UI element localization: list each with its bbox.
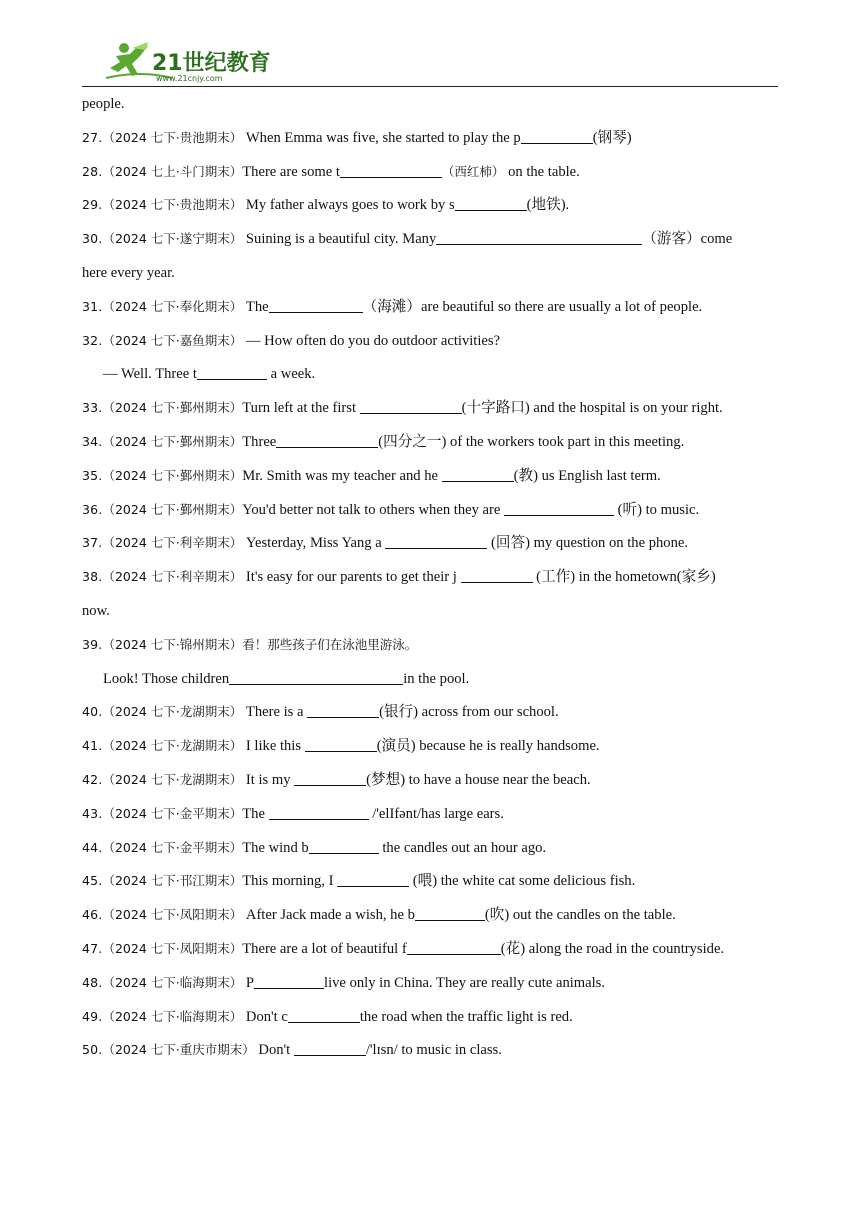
- question-source: （2024 七下·邗江期末）: [102, 873, 243, 889]
- question-33: [82, 395, 782, 429]
- question-text: Three: [242, 433, 277, 450]
- intro-line: people.: [82, 96, 125, 112]
- answer-blank[interactable]: [288, 1007, 360, 1023]
- question-text-after: (教) us English last term.: [513, 467, 661, 484]
- question-number: 50.: [82, 1042, 103, 1058]
- question-number: 36.: [82, 501, 103, 517]
- site-logo: [102, 40, 272, 84]
- question-29: [82, 192, 782, 226]
- question-text-after: live only in China. They are really cute animals.: [324, 974, 606, 991]
- question-source: （2024 七下·利辛期末）: [102, 569, 243, 585]
- question-39: [82, 632, 782, 666]
- question-number: 40.: [82, 704, 103, 720]
- question-number: 32.: [82, 332, 103, 348]
- question-number: 33.: [82, 400, 103, 416]
- question-text: The wind b: [242, 839, 309, 856]
- question-text-after: (花) along the road in the countryside.: [500, 940, 725, 957]
- question-text: It is my: [245, 771, 295, 788]
- question-text-after: (听) to music.: [614, 501, 700, 518]
- answer-blank[interactable]: [360, 398, 462, 414]
- question-source: （2024 七下·锦州期末）: [102, 636, 243, 652]
- answer-prefix: Look! Those children: [103, 670, 230, 687]
- question-text: There are a lot of beautiful f: [242, 940, 407, 957]
- question-text-after: （西红柿）: [441, 163, 505, 179]
- answer-blank[interactable]: [504, 500, 614, 516]
- question-text-after: （游客）come: [642, 231, 733, 248]
- question-source: （2024 七下·遂宁期末）: [102, 231, 243, 247]
- question-36: [82, 497, 782, 531]
- question-text-after: /'elIfənt/has large ears.: [368, 805, 504, 822]
- question-number: 34.: [82, 433, 103, 449]
- question-text-after: (银行) across from our school.: [379, 704, 559, 721]
- question-48: [82, 970, 782, 1004]
- question-text: The: [242, 805, 269, 822]
- question-text-after: /'lɪsn/ to music in class.: [365, 1042, 502, 1059]
- question-text: 看！那些孩子们在泳池里游泳。: [242, 636, 418, 652]
- question-number: 29.: [82, 197, 103, 213]
- answer-blank[interactable]: [269, 804, 369, 820]
- question-source: （2024 七下·临海期末）: [102, 1008, 243, 1024]
- question-text: P: [245, 974, 255, 991]
- question-number: 49.: [82, 1008, 103, 1024]
- question-number: 42.: [82, 771, 103, 787]
- question-text: There are some t: [242, 163, 340, 180]
- answer-blank[interactable]: [197, 364, 267, 380]
- question-text: It's easy for our parents to get their j: [245, 569, 461, 586]
- answer-blank[interactable]: [276, 432, 378, 448]
- question-number: 39.: [82, 636, 103, 652]
- question-text: Turn left at the first: [242, 400, 360, 417]
- answer-blank[interactable]: [385, 533, 487, 549]
- answer-blank[interactable]: [436, 229, 642, 245]
- question-41: [82, 733, 782, 767]
- answer-blank[interactable]: [337, 871, 409, 887]
- question-text: Don't: [258, 1042, 294, 1059]
- question-text: There is a: [245, 704, 308, 721]
- question-number: 41.: [82, 738, 103, 754]
- question-number: 43.: [82, 805, 103, 821]
- answer-blank[interactable]: [521, 128, 593, 144]
- question-text-tail: on the table.: [504, 163, 580, 180]
- question-number: 30.: [82, 231, 103, 247]
- question-source: （2024 七下·龙湖期末）: [102, 704, 243, 720]
- question-number: 28.: [82, 163, 103, 179]
- answer-blank[interactable]: [307, 702, 379, 718]
- question-text-after: (工作) in the hometown(家乡): [532, 569, 716, 586]
- question-43: [82, 801, 782, 835]
- question-source: （2024 七下·鄞州期末）: [102, 501, 243, 517]
- question-42: [82, 767, 782, 801]
- answer-blank[interactable]: [254, 973, 324, 989]
- question-50: [82, 1037, 782, 1071]
- question-32-answer-line: [82, 361, 782, 395]
- answer-blank[interactable]: [305, 736, 377, 752]
- question-text-after: (梦想) to have a house near the beach.: [366, 771, 591, 788]
- question-text: — How often do you do outdoor activities?: [245, 332, 501, 349]
- question-text-after: (吹) out the candles on the table.: [484, 907, 676, 924]
- question-34: [82, 429, 782, 463]
- question-source: （2024 七下·贵池期末）: [102, 197, 243, 213]
- question-47: [82, 936, 782, 970]
- logo-url-text: www.21cnjy.com: [156, 74, 223, 83]
- question-number: 46.: [82, 907, 103, 923]
- question-39-answer-line: [82, 666, 782, 700]
- question-source: （2024 七下·奉化期末）: [102, 298, 243, 314]
- question-44: [82, 835, 782, 869]
- question-text: After Jack made a wish, he b: [245, 907, 415, 924]
- question-text: My father always goes to work by s: [245, 197, 455, 214]
- question-text-after: (钢琴): [592, 129, 632, 146]
- question-46: [82, 902, 782, 936]
- question-49: [82, 1004, 782, 1038]
- question-30-continued: here every year.: [82, 264, 175, 281]
- question-28: [82, 159, 782, 193]
- question-source: （2024 七下·利辛期末）: [102, 535, 243, 551]
- question-text: Mr. Smith was my teacher and he: [242, 467, 442, 484]
- question-text-after: (回答) my question on the phone.: [487, 535, 689, 552]
- question-38: [82, 564, 782, 598]
- question-source: （2024 七下·龙湖期末）: [102, 738, 243, 754]
- question-text: The: [245, 298, 269, 315]
- answer-blank[interactable]: [442, 466, 514, 482]
- question-text-after: (演员) because he is really handsome.: [376, 738, 600, 755]
- question-27: [82, 125, 782, 159]
- question-35: [82, 463, 782, 497]
- question-45: [82, 868, 782, 902]
- answer-blank[interactable]: [294, 770, 366, 786]
- question-text-after: （海滩）are beautiful so there are usually a lot of people.: [362, 298, 703, 315]
- answer-blank[interactable]: [407, 939, 501, 955]
- question-source: （2024 七下·金平期末）: [102, 805, 243, 821]
- logo-text: 21世纪教育: [152, 51, 271, 76]
- answer-blank[interactable]: [461, 567, 533, 583]
- question-text: This morning, I: [242, 873, 338, 890]
- question-text-after: the road when the traffic light is red.: [359, 1008, 573, 1025]
- question-source: （2024 七下·贵池期末）: [102, 129, 243, 145]
- question-text-after: (地铁).: [526, 197, 570, 214]
- question-text: When Emma was five, she started to play the p: [245, 129, 521, 146]
- question-number: 27.: [82, 129, 103, 145]
- question-number: 47.: [82, 940, 103, 956]
- page-header: [82, 38, 778, 87]
- question-31: [82, 294, 782, 328]
- question-source: （2024 七下·龙湖期末）: [102, 771, 243, 787]
- question-source: （2024 七下·临海期末）: [102, 974, 243, 990]
- question-number: 38.: [82, 569, 103, 585]
- question-30: [82, 226, 782, 260]
- question-source: （2024 七下·重庆市期末）: [102, 1042, 255, 1058]
- question-number: 35.: [82, 467, 103, 483]
- answer-blank[interactable]: [269, 297, 363, 313]
- question-32: [82, 328, 782, 362]
- answer-suffix: in the pool.: [403, 670, 470, 687]
- question-source: （2024 七下·鄞州期末）: [102, 467, 243, 483]
- answer-blank[interactable]: [229, 669, 403, 685]
- question-text: You'd better not talk to others when they are: [242, 501, 505, 518]
- question-source: （2024 七下·凤阳期末）: [102, 907, 243, 923]
- answer-blank[interactable]: [294, 1040, 366, 1056]
- question-text-after: (十字路口) and the hospital is on your right.: [461, 400, 723, 417]
- question-text-after: (四分之一) of the workers took part in this meeting.: [378, 433, 685, 450]
- question-text-after: the candles out an hour ago.: [378, 839, 547, 856]
- question-number: 45.: [82, 873, 103, 889]
- question-source: （2024 七下·凤阳期末）: [102, 940, 243, 956]
- question-38-continued: now.: [82, 602, 110, 619]
- question-37: [82, 530, 782, 564]
- question-text: I like this: [245, 738, 305, 755]
- question-number: 37.: [82, 535, 103, 551]
- answer-blank[interactable]: [415, 905, 485, 921]
- exercise-list: [82, 91, 782, 1071]
- question-source: （2024 七下·鄞州期末）: [102, 400, 243, 416]
- answer-blank[interactable]: [309, 838, 379, 854]
- question-source: （2024 七下·鄞州期末）: [102, 433, 243, 449]
- question-number: 48.: [82, 974, 103, 990]
- answer-prefix: — Well. Three t: [103, 366, 197, 383]
- question-text: Don't c: [245, 1008, 288, 1025]
- question-text: Suining is a beautiful city. Many: [245, 231, 437, 248]
- question-text: Yesterday, Miss Yang a: [245, 535, 386, 552]
- question-source: （2024 七上·斗门期末）: [102, 163, 243, 179]
- question-40: [82, 699, 782, 733]
- question-source: （2024 七下·金平期末）: [102, 839, 243, 855]
- question-number: 44.: [82, 839, 103, 855]
- question-source: （2024 七下·嘉鱼期末）: [102, 332, 243, 348]
- answer-suffix: a week.: [266, 366, 316, 383]
- answer-blank[interactable]: [455, 195, 527, 211]
- runner-logo-icon: [102, 40, 272, 84]
- question-number: 31.: [82, 298, 103, 314]
- question-text-after: (喂) the white cat some delicious fish.: [409, 873, 636, 890]
- answer-blank[interactable]: [340, 162, 442, 178]
